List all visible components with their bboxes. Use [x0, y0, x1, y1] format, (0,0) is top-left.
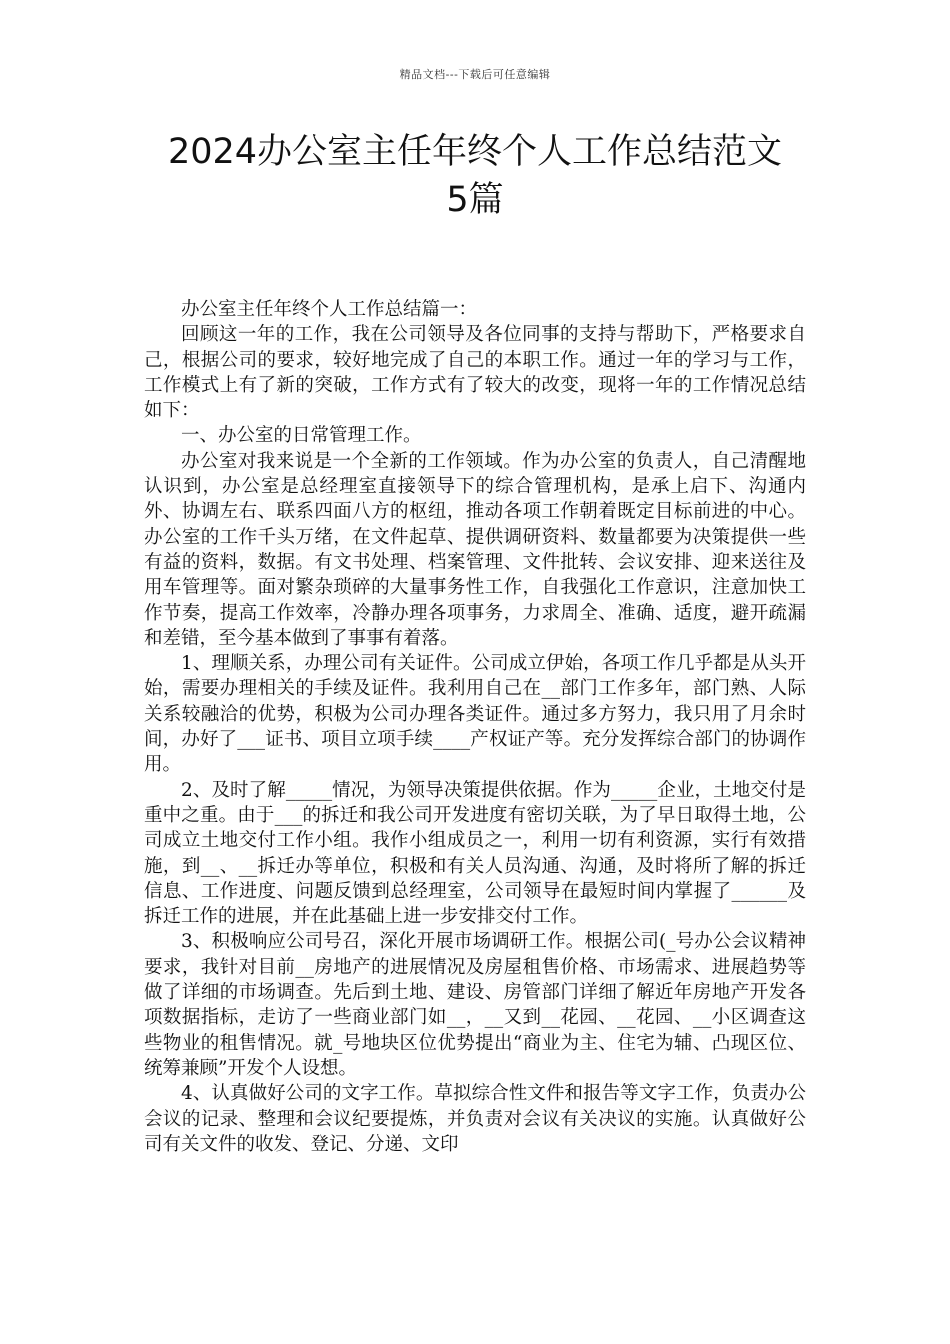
- body-paragraph: 回顾这一年的工作，我在公司领导及各位同事的支持与帮助下，严格要求自己，根据公司的要求，较好地完成了自己的本职工作。通过一年的学习与工作，工作模式上有了新的突破，工作方式有了较大的改变，现将一年的工作情况总结如下：: [144, 324, 806, 422]
- document-title: [100, 128, 850, 224]
- body-paragraph: 3、积极响应公司号召，深化开展市场调研工作。根据公司(_号办公会议精神要求，我针对目前__房地产的进展情况及房屋租售价格、市场需求、进展趋势等做了详细的市场调查。先后到土地、建设、房管部门详细了解近年房地产开发各项数据指标，走访了一些商业部门如__，__又到__花园、__花园、__小区调查这些物业的租售情况。就_号地块区位优势提出“商业为主、住宅为辅、凸现区位、统筹兼顾”开发个人设想。: [144, 931, 806, 1079]
- document-body: [144, 297, 806, 1157]
- body-paragraph: 4、认真做好公司的文字工作。草拟综合性文件和报告等文字工作，负责办公会议的记录、整理和会议纪要提炼，并负责对会议有关决议的实施。认真做好公司有关文件的收发、登记、分递、文印: [144, 1083, 806, 1155]
- body-paragraph: 办公室对我来说是一个全新的工作领域。作为办公室的负责人，自己清醒地认识到，办公室是总经理室直接领导下的综合管理机构，是承上启下、沟通内外、协调左右、联系四面八方的枢纽，推动各项工作朝着既定目标前进的中心。办公室的工作千头万绪，在文件起草、提供调研资料、数量都要为决策提供一些有益的资料，数据。有文书处理、档案管理、文件批转、会议安排、迎来送往及用车管理等。面对繁杂琐碎的大量事务性工作，自我强化工作意识，注意加快工作节奏，提高工作效率，冷静办理各项事务，力求周全、准确、适度，避开疏漏和差错，至今基本做到了事事有着落。: [144, 450, 806, 649]
- body-paragraph: 2、及时了解_____情况，为领导决策提供依据。作为_____企业，土地交付是重中之重。由于___的拆迁和我公司开发进度有密切关联，为了早日取得土地，公司成立土地交付工作小组。我作小组成员之一，利用一切有利资源，实行有效措施，到__、__拆迁办等单位，积极和有关人员沟通、沟通，及时将所了解的拆迁信息、工作进度、问题反馈到总经理室，公司领导在最短时间内掌握了______及拆迁工作的进展，并在此基础上进一步安排交付工作。: [144, 779, 806, 928]
- body-paragraph: 1、理顺关系，办理公司有关证件。公司成立伊始，各项工作几乎都是从头开始，需要办理相关的手续及证件。我利用自己在__部门工作多年，部门熟、人际关系较融洽的优势，积极为公司办理各类证件。通过多方努力，我只用了月余时间，办好了___证书、项目立项手续____产权证产等。充分发挥综合部门的协调作用。: [144, 653, 806, 776]
- subsection-heading: 一、办公室的日常管理工作。: [181, 425, 422, 447]
- document-title-line-1: 2024办公室主任年终个人工作总结范文: [167, 132, 783, 172]
- section-heading: 办公室主任年终个人工作总结篇一：: [181, 299, 478, 320]
- document-title-line-2: 5篇: [446, 180, 504, 220]
- header-note: 精品文档---下载后可任意编辑: [399, 68, 551, 81]
